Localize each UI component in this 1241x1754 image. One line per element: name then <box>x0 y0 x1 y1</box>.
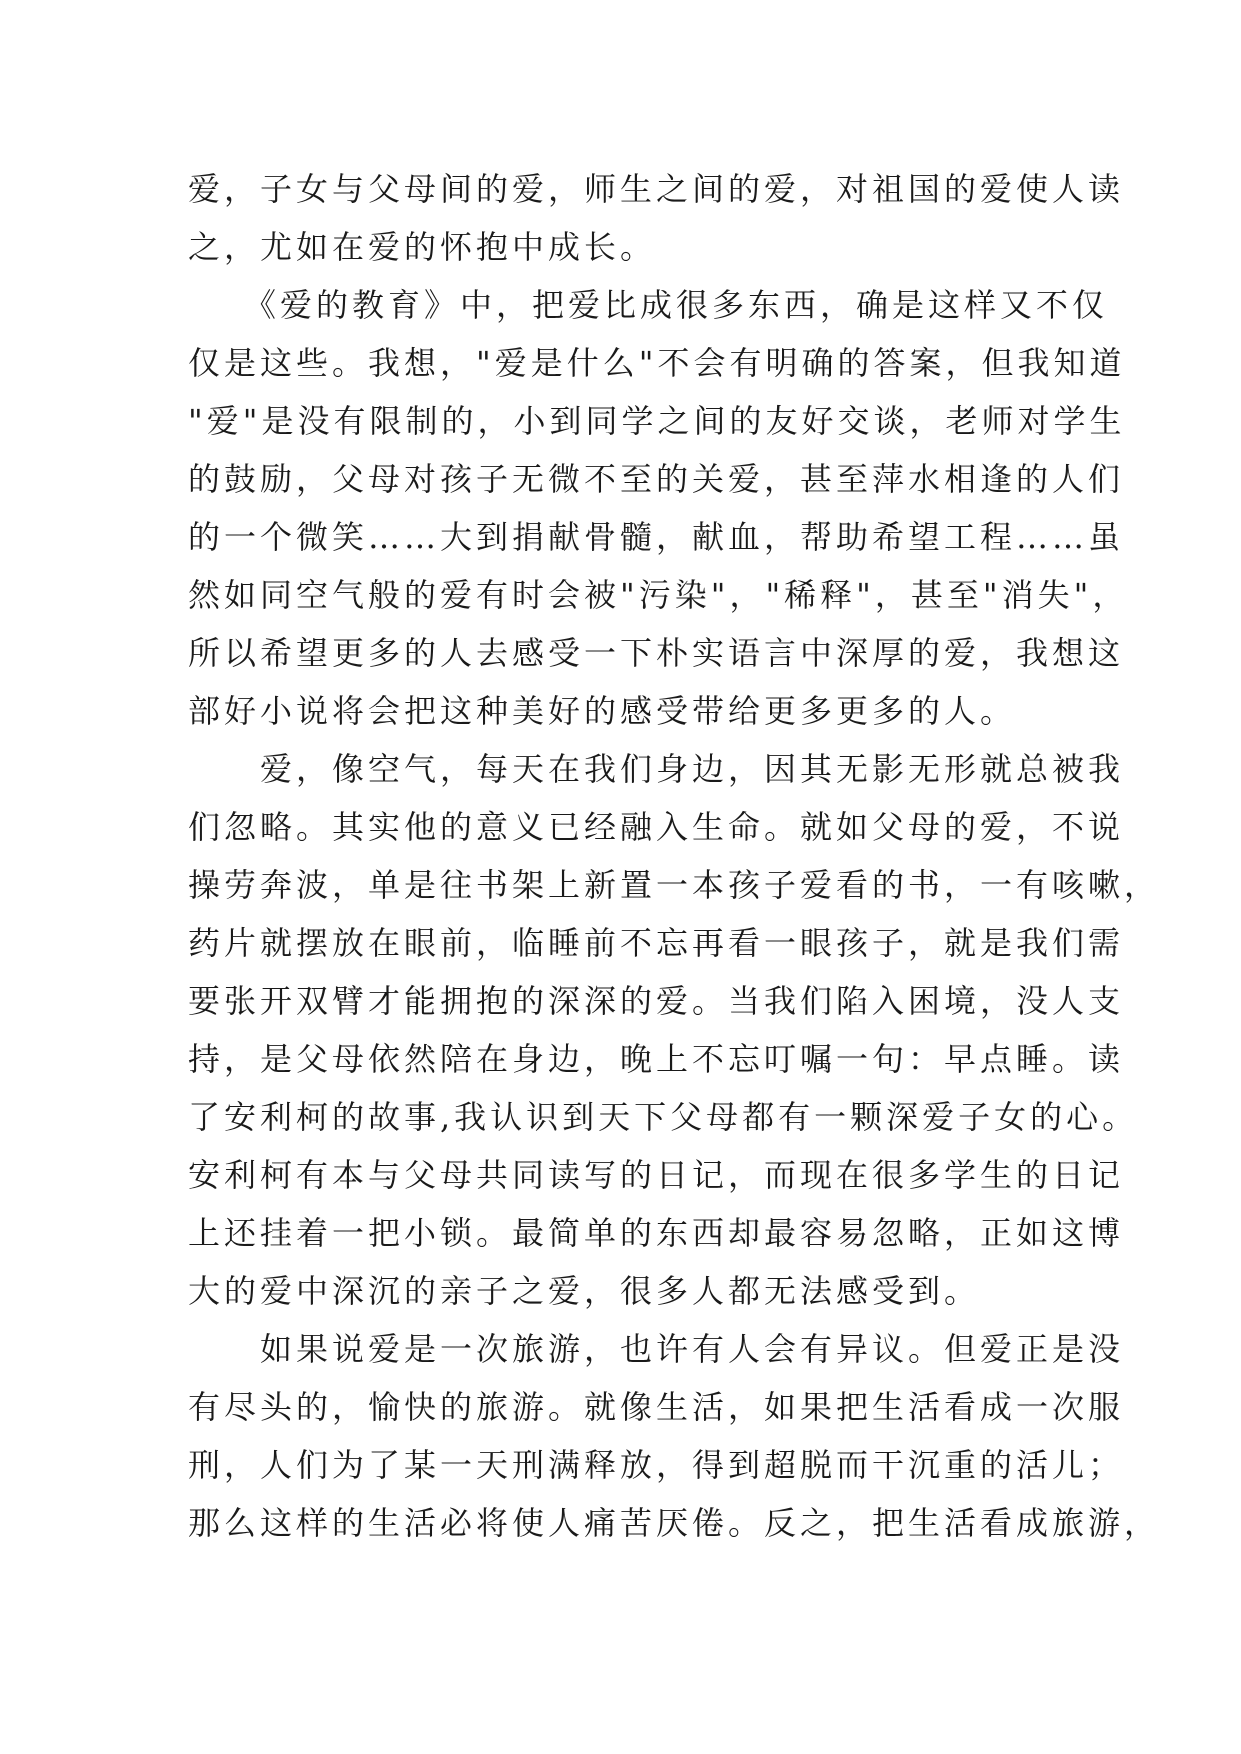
text-line: 爱，像空气，每天在我们身边，因其无影无形就总被我 <box>188 750 1125 788</box>
text-line: "爱"是没有限制的，小到同学之间的友好交谈，老师对学生 <box>188 402 1126 440</box>
body-text <box>188 160 1161 1552</box>
text-line: 仅是这些。我想，"爱是什么"不会有明确的答案，但我知道 <box>188 344 1126 382</box>
text-line: 了安利柯的故事,我认识到天下父母都有一颗深爱子女的心。 <box>188 1098 1139 1136</box>
text-line: 《爱的教育》中，把爱比成很多东西，确是这样又不仅 <box>188 286 1109 324</box>
text-line: 安利柯有本与父母共同读写的日记，而现在很多学生的日记 <box>188 1156 1125 1194</box>
text-line: 所以希望更多的人去感受一下朴实语言中深厚的爱，我想这 <box>188 634 1125 672</box>
text-line: 之，尤如在爱的怀抱中成长。 <box>188 228 657 266</box>
text-line: 持，是父母依然陪在身边，晚上不忘叮嘱一句：早点睡。读 <box>188 1040 1125 1078</box>
text-line: 药片就摆放在眼前，临睡前不忘再看一眼孩子，就是我们需 <box>188 924 1125 962</box>
text-line: 的一个微笑……大到捐献骨髓，献血，帮助希望工程……虽 <box>188 518 1125 556</box>
text-line: 那么这样的生活必将使人痛苦厌倦。反之，把生活看成旅游， <box>188 1504 1161 1542</box>
text-line: 有尽头的，愉快的旅游。就像生活，如果把生活看成一次服 <box>188 1388 1125 1426</box>
text-line: 如果说爱是一次旅游，也许有人会有异议。但爱正是没 <box>188 1330 1125 1368</box>
text-line: 的鼓励，父母对孩子无微不至的关爱，甚至萍水相逢的人们 <box>188 460 1125 498</box>
text-line: 上还挂着一把小锁。最简单的东西却最容易忽略，正如这博 <box>188 1214 1125 1252</box>
text-line: 操劳奔波，单是往书架上新置一本孩子爱看的书，一有咳嗽， <box>188 866 1161 904</box>
text-line: 们忽略。其实他的意义已经融入生命。就如父母的爱，不说 <box>188 808 1125 846</box>
text-line: 部好小说将会把这种美好的感受带给更多更多的人。 <box>188 692 1017 730</box>
text-line: 然如同空气般的爱有时会被"污染"，"稀释"，甚至"消失"， <box>188 576 1129 614</box>
text-line: 要张开双臂才能拥抱的深深的爱。当我们陷入困境，没人支 <box>188 982 1125 1020</box>
text-line: 爱，子女与父母间的爱，师生之间的爱，对祖国的爱使人读 <box>188 170 1125 208</box>
text-line: 大的爱中深沉的亲子之爱，很多人都无法感受到。 <box>188 1272 981 1310</box>
text-line: 刑，人们为了某一天刑满释放，得到超脱而干沉重的活儿； <box>188 1446 1125 1484</box>
